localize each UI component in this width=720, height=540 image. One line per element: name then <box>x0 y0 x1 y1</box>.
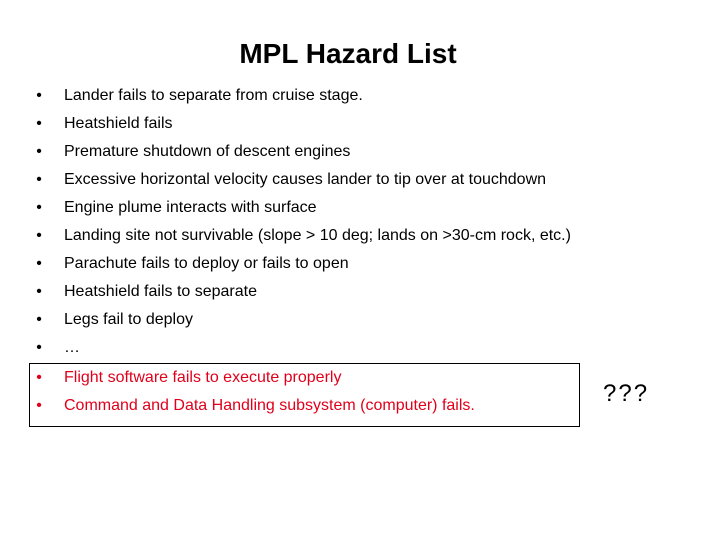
highlighted-hazard-text: Command and Data Handling subsystem (computer) fails. <box>64 397 475 414</box>
hazard-item-text: Premature shutdown of descent engines <box>64 143 351 160</box>
bullet-icon: • <box>36 227 42 244</box>
highlighted-hazard-text: Flight software fails to execute properly <box>64 369 342 386</box>
hazard-item-text: Excessive horizontal velocity causes lander to tip over at touchdown <box>64 171 547 188</box>
bullet-icon: • <box>36 339 42 356</box>
bullet-icon: • <box>36 143 42 160</box>
hazard-item-text: Heatshield fails to separate <box>64 283 257 300</box>
bullet-icon: • <box>36 283 42 300</box>
hazard-item-text: Lander fails to separate from cruise stage. <box>64 87 363 104</box>
bullet-icon: • <box>36 255 42 272</box>
hazard-item-text: Heatshield fails <box>64 115 173 132</box>
hazard-item-text: Landing site not survivable (slope > 10 deg; lands on >30-cm rock, etc.) <box>64 227 571 244</box>
hazard-item-text: … <box>64 339 80 356</box>
bullet-icon: • <box>36 115 42 132</box>
bullet-icon: • <box>36 171 42 188</box>
hazard-item-text: Legs fail to deploy <box>64 311 193 328</box>
bullet-icon: • <box>36 199 42 216</box>
bullet-icon: • <box>36 397 42 414</box>
question-annotation: ??? <box>603 380 650 407</box>
hazard-item-text: Engine plume interacts with surface <box>64 199 317 216</box>
slide-title: MPL Hazard List <box>239 38 457 69</box>
bullet-icon: • <box>36 87 42 104</box>
bullet-icon: • <box>36 369 42 386</box>
hazard-item-text: Parachute fails to deploy or fails to open <box>64 255 349 272</box>
bullet-icon: • <box>36 311 42 328</box>
